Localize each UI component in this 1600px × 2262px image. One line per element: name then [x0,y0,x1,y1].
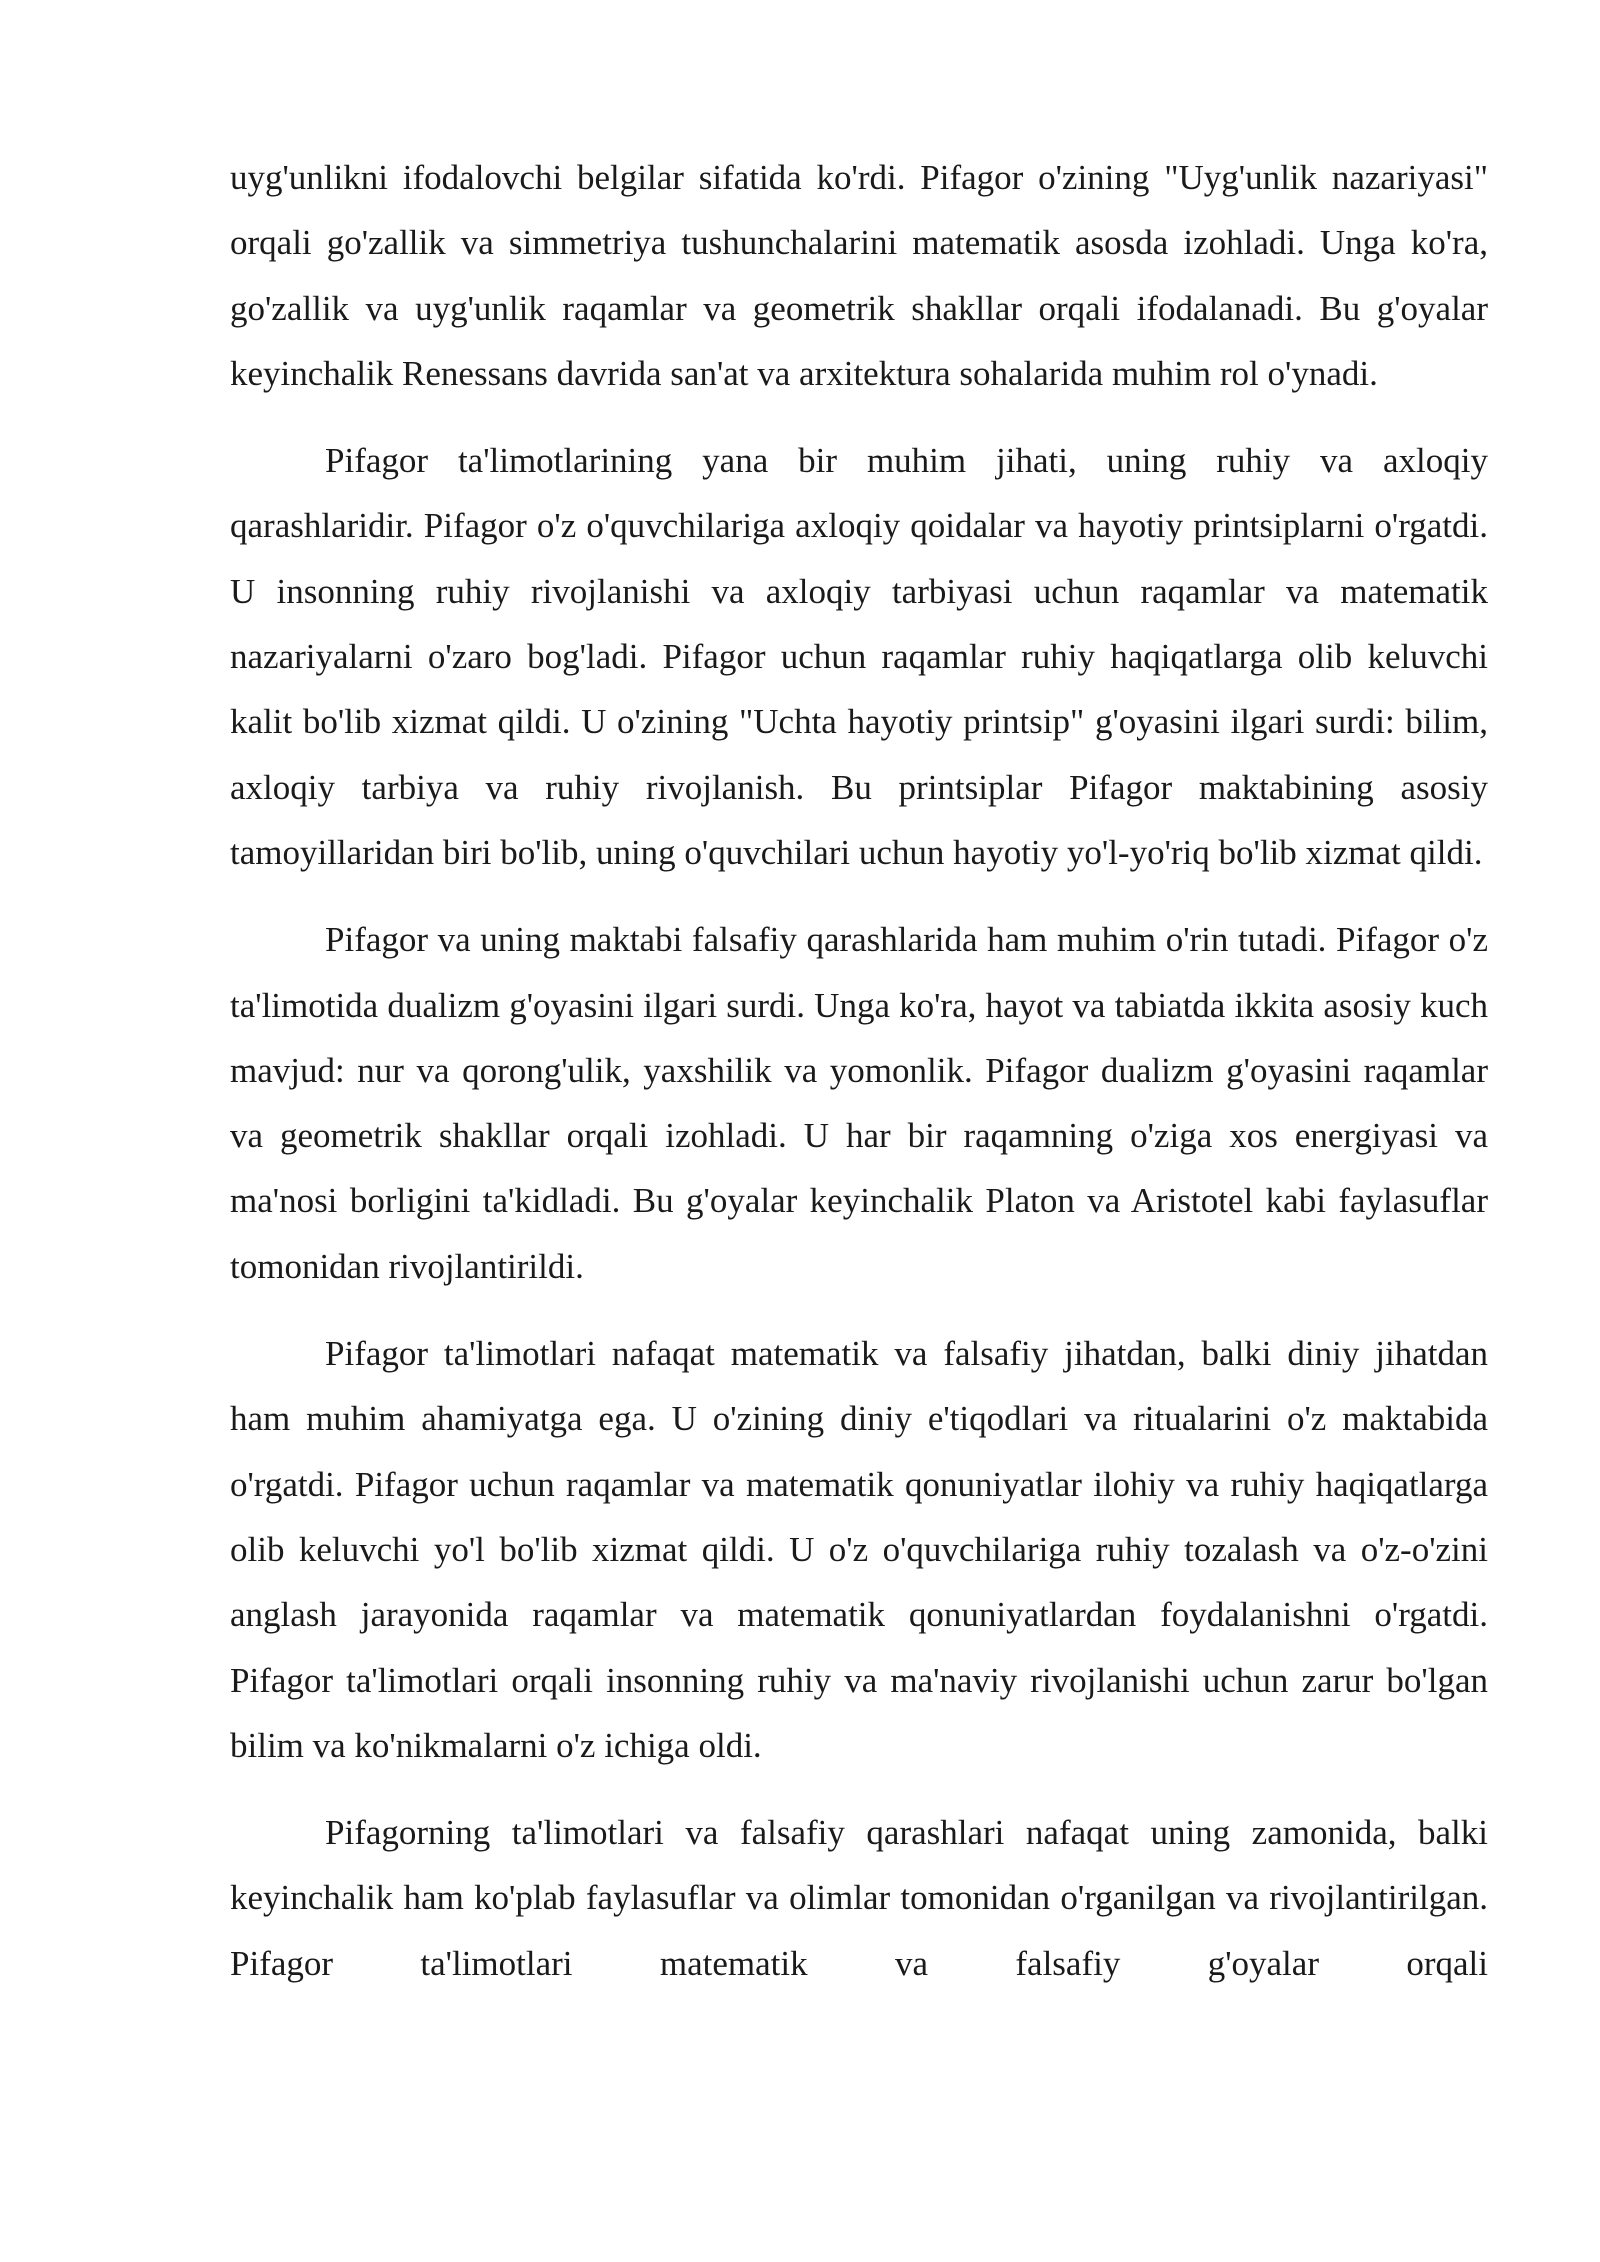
document-body [230,145,1488,1996]
paragraph-4: Pifagor ta'limotlari nafaqat matematik va falsafiy jihatdan, balki diniy jihatdan ham muhim ahamiyatga ega. U o'zining diniy e'tiqodlari va ritualarini o'z maktabida o'rgatdi. Pifagor uchun raqamlar va matematik qonuniyatlar ilohiy va ruhiy haqiqatlarga olib keluvchi yo'l bo'lib xizmat qildi. U o'z o'quvchilariga ruhiy tozalash va o'z-o'zini anglash jarayonida raqamlar va matematik qonuniyatlardan foydalanishni o'rgatdi. Pifagor ta'limotlari orqali insonning ruhiy va ma'naviy rivojlanishi uchun zarur bo'lgan bilim va ko'nikmalarni o'z ichiga oldi. [230,1334,1488,1765]
paragraph-5: Pifagorning ta'limotlari va falsafiy qarashlari nafaqat uning zamonida, balki keyinchalik ham ko'plab faylasuflar va olimlar tomonidan o'rganilgan va rivojlantirilgan. Pifagor ta'limotlari matematik va falsafiy g'oyalar orqali [230,1813,1488,1983]
paragraph-1: uyg'unlikni ifodalovchi belgilar sifatida ko'rdi. Pifagor o'zining "Uyg'unlik nazariyasi" orqali go'zallik va simmetriya tushunchalarini matematik asosda izohladi. Unga ko'ra, go'zallik va uyg'unlik raqamlar va geometrik shakllar orqali ifodalanadi. Bu g'oyalar keyinchalik Renessans davrida san'at va arxitektura sohalarida muhim rol o'ynadi. [230,158,1488,393]
paragraph-3: Pifagor va uning maktabi falsafiy qarashlarida ham muhim o'rin tutadi. Pifagor o'z ta'limotida dualizm g'oyasini ilgari surdi. Unga ko'ra, hayot va tabiatda ikkita asosiy kuch mavjud: nur va qorong'ulik, yaxshilik va yomonlik. Pifagor dualizm g'oyasini raqamlar va geometrik shakllar orqali izohladi. U har bir raqamning o'ziga xos energiyasi va ma'nosi borligini ta'kidladi. Bu g'oyalar keyinchalik Platon va Aristotel kabi faylasuflar tomonidan rivojlantirildi. [230,920,1488,1286]
paragraph-2: Pifagor ta'limotlarining yana bir muhim jihati, uning ruhiy va axloqiy qarashlaridir. Pifagor o'z o'quvchilariga axloqiy qoidalar va hayotiy printsiplarni o'rgatdi. U insonning ruhiy rivojlanishi va axloqiy tarbiyasi uchun raqamlar va matematik nazariyalarni o'zaro bog'ladi. Pifagor uchun raqamlar ruhiy haqiqatlarga olib keluvchi kalit bo'lib xizmat qildi. U o'zining "Uchta hayotiy printsip" g'oyasini ilgari surdi: bilim, axloqiy tarbiya va ruhiy rivojlanish. Bu printsiplar Pifagor maktabining asosiy tamoyillaridan biri bo'lib, uning o'quvchilari uchun hayotiy yo'l-yo'riq bo'lib xizmat qildi. [230,441,1488,872]
